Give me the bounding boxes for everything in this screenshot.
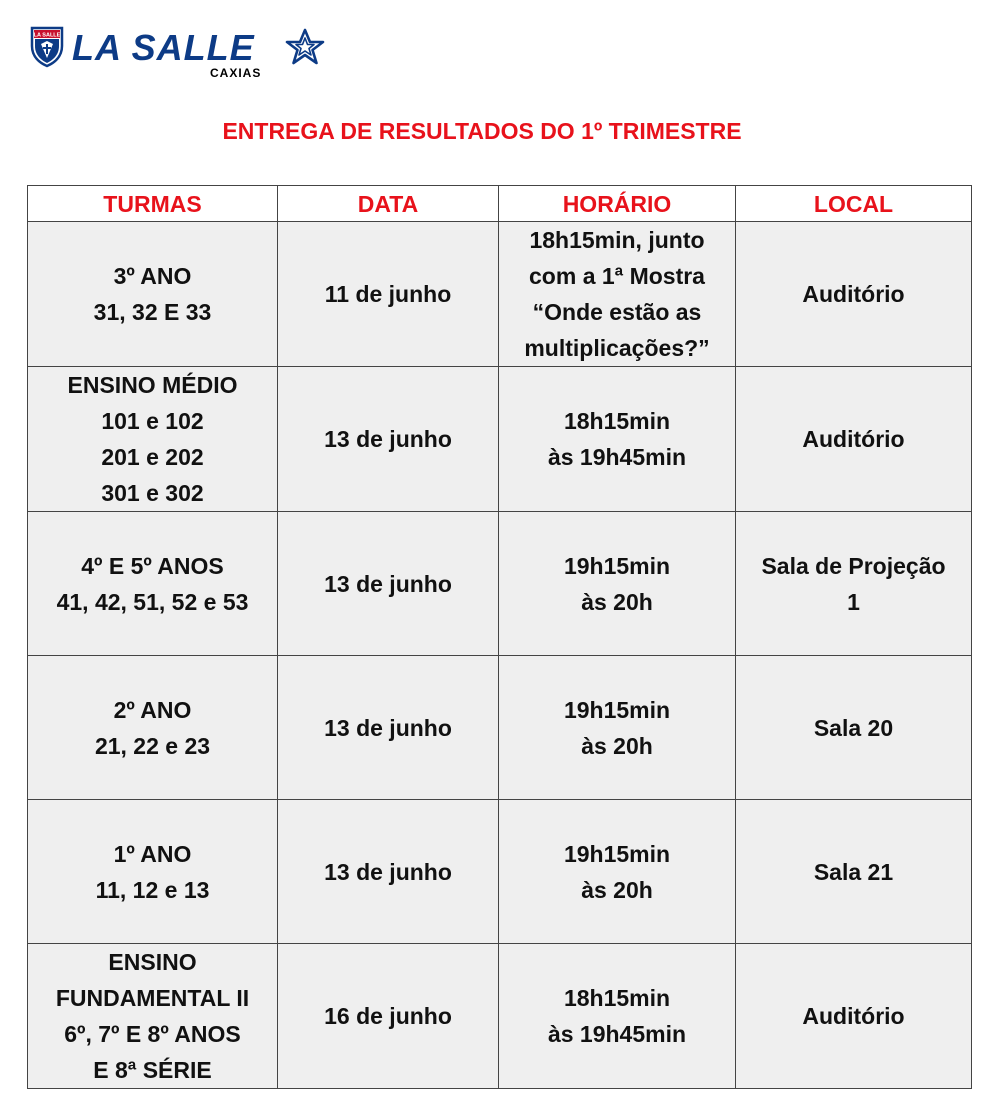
table-row (28, 944, 972, 1089)
cell-turmas-lines (32, 258, 273, 330)
cell-data: 13 de junho (278, 656, 499, 800)
table-row (28, 656, 972, 800)
cell-local-lines (740, 421, 967, 457)
cell-local-line: Auditório (802, 281, 905, 307)
cell-data: 11 de junho (278, 222, 499, 367)
cell-turmas-line: 31, 32 E 33 (93, 299, 212, 325)
school-logo (30, 26, 330, 86)
cell-horario-line: às 19h45min (547, 1021, 687, 1047)
header-data: DATA (278, 186, 499, 222)
cell-horario-line: às 20h (581, 588, 653, 615)
cell-horario-line: às 20h (581, 876, 653, 903)
shield-icon (30, 26, 64, 68)
cell-local (736, 367, 972, 512)
cell-turmas-line: 6º, 7º E 8º ANOS (64, 1021, 241, 1047)
cell-turmas (28, 800, 278, 944)
cell-local (736, 800, 972, 944)
cell-local-line: 1 (847, 588, 860, 615)
cell-data: 13 de junho (278, 367, 499, 512)
cell-local-line: Sala 21 (813, 858, 894, 885)
cell-turmas (28, 656, 278, 800)
cell-horario (499, 222, 736, 367)
cell-horario-line: 18h15min (563, 408, 671, 434)
cell-turmas-lines (32, 548, 273, 620)
cell-horario-line: 18h15min, junto (529, 227, 705, 253)
cell-local (736, 944, 972, 1089)
cell-horario-lines (503, 980, 731, 1052)
table-row (28, 367, 972, 512)
cell-turmas-line: ENSINO (108, 949, 197, 975)
cell-local-line: Auditório (802, 1003, 905, 1029)
cell-turmas-line: ENSINO MÉDIO (67, 372, 238, 398)
cell-local-lines (740, 854, 967, 890)
cell-data: 13 de junho (278, 800, 499, 944)
cell-local (736, 222, 972, 367)
cell-turmas (28, 512, 278, 656)
table-row (28, 222, 972, 367)
header-horario: HORÁRIO (499, 186, 736, 222)
cell-turmas-line: 11, 12 e 13 (95, 876, 210, 903)
cell-local-line: Sala de Projeção (761, 552, 946, 579)
cell-turmas (28, 367, 278, 512)
cell-turmas-line: 2º ANO (113, 696, 192, 723)
cell-horario-line: 18h15min (563, 985, 671, 1011)
cell-horario (499, 944, 736, 1089)
cell-horario-line: 19h15min (563, 552, 671, 579)
cell-local-lines (740, 548, 967, 620)
cell-turmas-line: 4º E 5º ANOS (81, 552, 224, 579)
cell-data: 16 de junho (278, 944, 499, 1089)
cell-horario-line: 19h15min (563, 696, 671, 723)
schedule-table (27, 185, 972, 1089)
cell-horario (499, 367, 736, 512)
cell-horario (499, 656, 736, 800)
cell-turmas-line: E 8ª SÉRIE (93, 1057, 212, 1083)
cell-turmas-line: 101 e 102 (101, 408, 204, 434)
brand-name: LA SALLE (72, 27, 255, 68)
cell-data: 13 de junho (278, 512, 499, 656)
cell-turmas-lines (32, 944, 273, 1088)
cell-local (736, 512, 972, 656)
star-icon (285, 28, 325, 66)
cell-horario-line: às 19h45min (547, 444, 687, 470)
cell-turmas-line: 1º ANO (113, 840, 192, 867)
cell-turmas-lines (32, 836, 273, 908)
cell-turmas-line: 301 e 302 (101, 480, 204, 506)
cell-horario-line: com a 1ª Mostra (529, 263, 705, 289)
cell-turmas (28, 944, 278, 1089)
document-title: ENTREGA DE RESULTADOS DO 1º TRIMESTRE (222, 118, 742, 144)
cell-horario-lines (503, 836, 731, 908)
cell-turmas-line: 21, 22 e 23 (94, 732, 211, 759)
cell-local-lines (740, 998, 967, 1034)
cell-turmas-lines (32, 367, 273, 511)
table-body (28, 222, 972, 1089)
table-row (28, 512, 972, 656)
table-header-row (28, 186, 972, 222)
header-local: LOCAL (736, 186, 972, 222)
cell-horario (499, 512, 736, 656)
cell-turmas (28, 222, 278, 367)
cell-horario-line: multiplicações?” (524, 335, 710, 361)
cell-horario-line: “Onde estão as (532, 299, 702, 325)
cell-turmas-line: 41, 42, 51, 52 e 53 (56, 588, 249, 615)
cell-horario-line: às 20h (581, 732, 653, 759)
table-row (28, 800, 972, 944)
cell-horario-lines (503, 403, 731, 475)
cell-horario (499, 800, 736, 944)
cell-horario-lines (503, 692, 731, 764)
shield-label: LA SALLE (33, 32, 61, 39)
cell-horario-lines (503, 222, 731, 366)
cell-local-lines (740, 276, 967, 312)
cell-local-lines (740, 710, 967, 746)
cell-local (736, 656, 972, 800)
cell-local-line: Auditório (802, 426, 905, 452)
cell-horario-lines (503, 548, 731, 620)
cell-horario-line: 19h15min (563, 840, 671, 867)
cell-turmas-line: 201 e 202 (101, 444, 204, 470)
cell-turmas-lines (32, 692, 273, 764)
cell-turmas-line: FUNDAMENTAL II (55, 985, 250, 1011)
cell-local-line: Sala 20 (813, 714, 894, 741)
brand-city: CAXIAS (210, 66, 262, 80)
header-turmas: TURMAS (28, 186, 278, 222)
cell-turmas-line: 3º ANO (113, 263, 192, 289)
